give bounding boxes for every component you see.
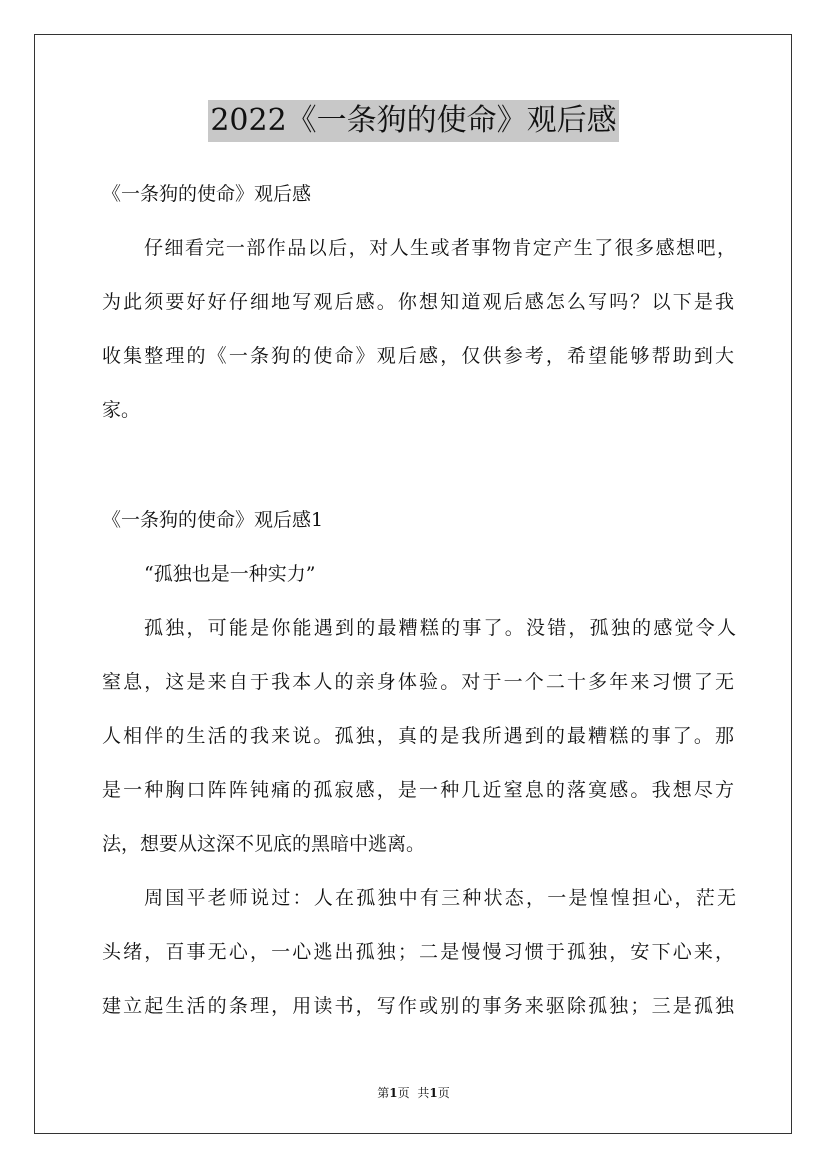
footer-total-suffix: 页: [437, 1086, 450, 1100]
paragraph-line: 周国平老师说过：人在孤独中有三种状态，一是惶惶担心，茫无: [144, 887, 736, 909]
intro-line: 仔细看完一部作品以后，对人生或者事物肯定产生了很多感想吧，: [144, 237, 736, 259]
page-footer: [0, 1084, 827, 1101]
footer-page-number: 1: [389, 1086, 398, 1100]
intro-line: 收集整理的《一条狗的使命》观后感，仅供参考，希望能够帮助到大: [102, 345, 734, 367]
quote-line: “孤独也是一种实力”: [144, 563, 316, 585]
footer-page-suffix: 页: [397, 1086, 410, 1100]
paragraph-line: 人相伴的生活的我来说。孤独，真的是我所遇到的最糟糕的事了。那: [102, 725, 734, 747]
footer-total-prefix: 共: [417, 1086, 430, 1100]
paragraph-line: 法，想要从这深不见底的黑暗中逃离。: [102, 833, 426, 855]
section-heading: 《一条狗的使命》观后感1: [102, 509, 324, 531]
paragraph-line: 头绪，百事无心，一心逃出孤独；二是慢慢习惯于孤独，安下心来，: [102, 941, 734, 963]
subtitle: 《一条狗的使命》观后感: [102, 183, 312, 205]
paragraph-line: 是一种胸口阵阵钝痛的孤寂感，是一种几近窒息的落寞感。我想尽方: [102, 779, 734, 801]
paragraph-line: 建立起生活的条理，用读书，写作或别的事务来驱除孤独；三是孤独: [102, 995, 734, 1017]
intro-line: 家。: [102, 399, 141, 421]
intro-line: 为此须要好好仔细地写观后感。你想知道观后感怎么写吗？以下是我: [102, 291, 734, 313]
document-title-container: [0, 100, 827, 142]
paragraph-line: 窒息，这是来自于我本人的亲身体验。对于一个二十多年来习惯了无: [102, 671, 734, 693]
document-title: 2022《一条狗的使命》观后感: [208, 100, 618, 142]
paragraph-line: 孤独，可能是你能遇到的最糟糕的事了。没错，孤独的感觉令人: [144, 617, 736, 639]
footer-total-pages: 1: [429, 1086, 438, 1100]
footer-page-prefix: 第: [377, 1086, 390, 1100]
